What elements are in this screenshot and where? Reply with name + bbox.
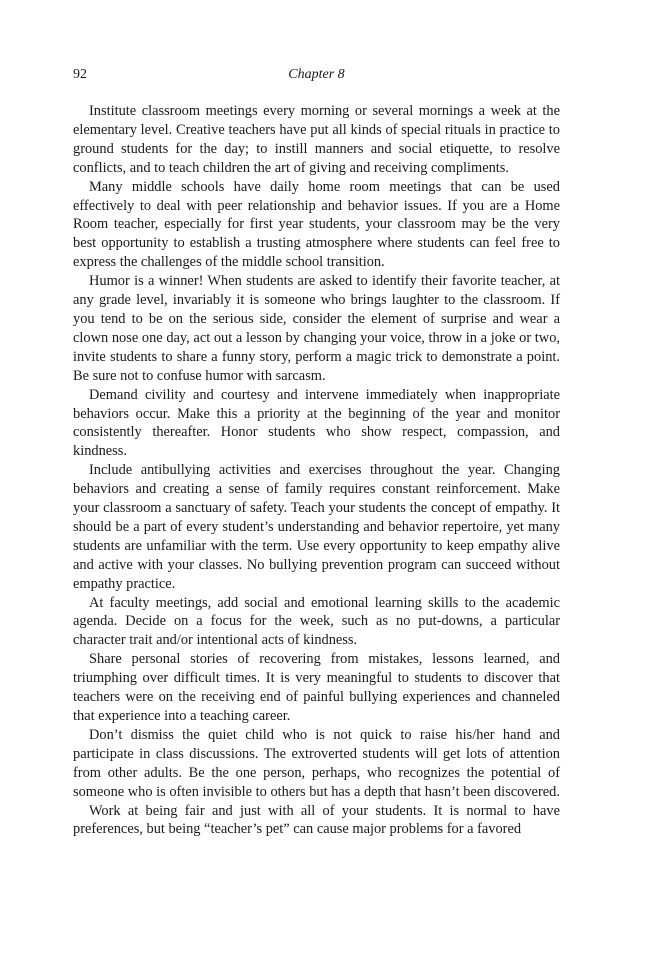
paragraph-personal-stories: Share personal stories of recovering from mistakes, lessons learned, and triumphing over difficult times. It is very meaningful to students to discover that teachers were on the receiving end of painful bullying experiences and channeled that experience into a teaching career. xyxy=(73,651,560,724)
paragraph-humor: Humor is a winner! When students are asked to identify their favorite teacher, at any grade level, invariably it is someone who brings laughter to the classroom. If you tend to be on the serious side, consider the element of surprise and wear a clown nose one day, act out a lesson by changing your voice, throw in a joke or two, invite students to share a funny story, perform a magic trick to demonstrate a point. Be sure not to confuse humor with sarcasm. xyxy=(73,273,560,384)
running-head xyxy=(73,64,560,86)
paragraph-antibullying: Include antibullying activities and exercises throughout the year. Changing behaviors and creating a sense of family requires constant reinforcement. Make your classroom a sanctuary of safety. Teach your students the concept of empathy. It should be a part of every student’s understanding and behavior repertoire, yet many students are unfamiliar with the term. Use every opportunity to keep empathy alive and active with your classes. No bullying prevention program can succeed without empathy practice. xyxy=(73,462,560,592)
chapter-title: Chapter 8 xyxy=(288,67,345,82)
body-text xyxy=(73,102,560,839)
paragraph-home-room-meetings: Many middle schools have daily home room meetings that can be used effectively to deal with peer relationship and behavior issues. If you are a Home Room teacher, especially for first year students, your classroom may be the very best opportunity to establish a trusting atmosphere where students can feel free to express the challenges of the middle school transition. xyxy=(73,178,560,271)
page-number: 92 xyxy=(73,67,87,82)
paragraph-quiet-child: Don’t dismiss the quiet child who is not quick to raise his/her hand and participate in class discussions. The extroverted students will get lots of attention from other adults. Be the one person, perhaps, who recognizes the potential of someone who is often invisible to others but has a depth that hasn’t been discovered. xyxy=(73,726,560,800)
paragraph-classroom-meetings: Institute classroom meetings every morning or several mornings a week at the elementary level. Creative teachers have put all kinds of special rituals in practice to ground students for the day; to instill manners and social etiquette, to resolve conflicts, and to teach children the art of giving and receiving compliments. xyxy=(73,103,560,176)
paragraph-faculty-meetings: At faculty meetings, add social and emotional learning skills to the academic agenda. Decide on a focus for the week, such as no put-downs, a particular character trait and/or intentional acts of kindness. xyxy=(73,594,560,649)
book-page xyxy=(73,64,560,839)
paragraph-civility: Demand civility and courtesy and intervene immediately when inappropriate behaviors occur. Make this a priority at the beginning of the year and monitor consistently thereafter. Honor students who show respect, compassion, and kindness. xyxy=(73,386,560,460)
paragraph-fairness: Work at being fair and just with all of your students. It is normal to have preferences, but being “teacher’s pet” can cause major problems for a favored xyxy=(73,802,560,838)
